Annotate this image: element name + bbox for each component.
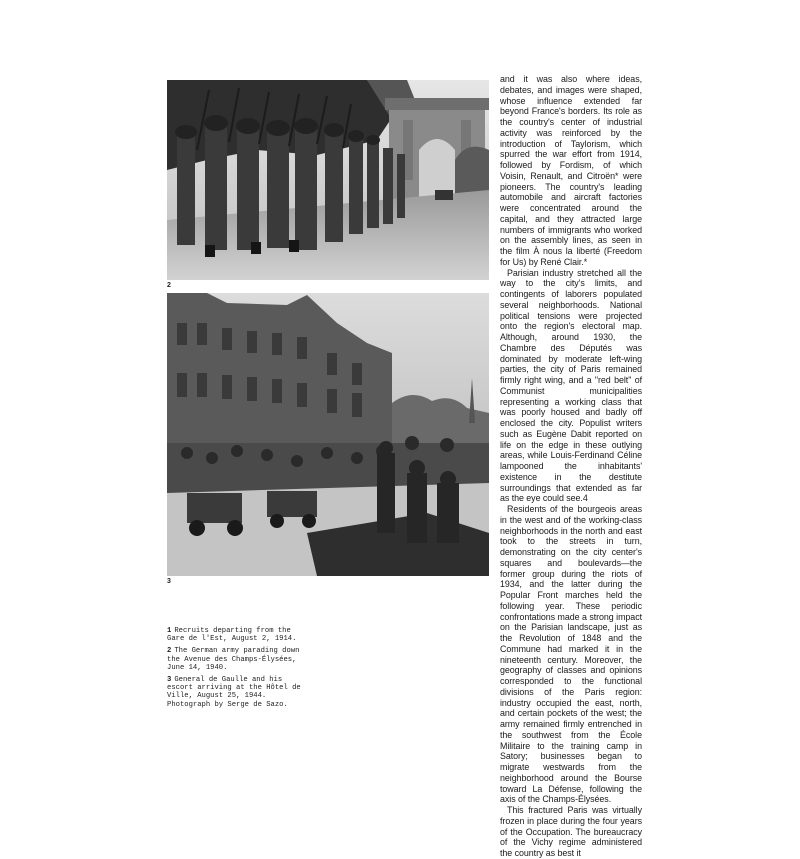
paragraph-1: and it was also where ideas, debates, and images were shaped, whose influence extended far beyond France's borders. Its role as the country's center of industrial activity was reinforced by the introduction of Taylorism, which spurred the war effort from 1914, followed by Fordism, of which Voisin, Renault, and Citroën* were pioneers. The country's leading automobile and aircraft factories were concentrated around the capital, and they attracted large numbers of immigrants who worked on the assembly lines, as seen in the film À nous la liberté (Freedom for Us) by René Clair.* — [500, 74, 642, 267]
caption-2 — [167, 647, 307, 672]
figure-number-2: 2 — [167, 282, 171, 289]
paragraph-2: Parisian industry stretched all the way to the city's limits, and contingents of laborers populated several neighborhoods. National political tensions were projected onto the region's electoral map. Although, around 1930, the Chambre des Députés was dominated by moderate left-wing parties, the city of Paris remained firmly right wing, and a "red belt" of Communist municipalities representing a working class that was poorly housed and badly off enclosed the city. Populist writers such as Eugène Dabit reported on life on the edge in these outlying areas, while Louis-Ferdinand Céline lampooned the inhabitants' existence in the destitute surroundings that extended as far as the eye could see.4 — [500, 267, 642, 504]
figure-number-3: 3 — [167, 578, 171, 585]
paragraph-3: Residents of the bourgeois areas in the west and of the working-class neighborhoods in the north and east took to the streets in turn, demonstrating on the city center's squares and boulevards—the former group during the riots of 1934, and the latter during the Popular Front marches held the following year. These periodic confrontations made a strong impact on the Parisian landscape, just as the Revolution of 1848 and the Commune had marked it in the nineteenth century. Moreover, the geography of classes and opinions corresponded to the functional divisions of the Paris region: industry occupied the east, north, and certain pockets of the west; the army remained firmly entrenched in the southwest from the École Militaire to the training camp in Satory; businesses began to migrate westwards from the neighborhood around the Bourse toward La Défense, following the axis of the Champs-Élysées. — [500, 504, 642, 805]
caption-text: The German army parading down the Avenue des Champs-Élysées, June 14, 1940. — [167, 647, 300, 672]
caption-number: 3 — [167, 676, 172, 685]
caption-number: 1 — [167, 627, 172, 635]
caption-number: 2 — [167, 647, 172, 656]
parade-photo-graphic — [167, 80, 489, 280]
caption-1 — [167, 627, 307, 643]
hotel-de-ville-photo-graphic — [167, 293, 489, 576]
photo-champs-elysees-parade — [167, 80, 489, 280]
caption-text: Recruits departing from the Gare de l'Est, August 2, 1914. — [167, 627, 297, 644]
photo-hotel-de-ville-arrival — [167, 293, 489, 576]
body-text-column — [500, 74, 642, 858]
caption-3 — [167, 676, 307, 709]
caption-text: General de Gaulle and his escort arriving at the Hôtel de Ville, August 25, 1944. Photograph by Serge de Sazo. — [167, 676, 301, 709]
paragraph-4: This fractured Paris was virtually frozen in place during the four years of the Occupation. The bureaucracy of the Vichy regime administered the country as best it — [500, 805, 642, 858]
caption-list — [167, 627, 307, 713]
